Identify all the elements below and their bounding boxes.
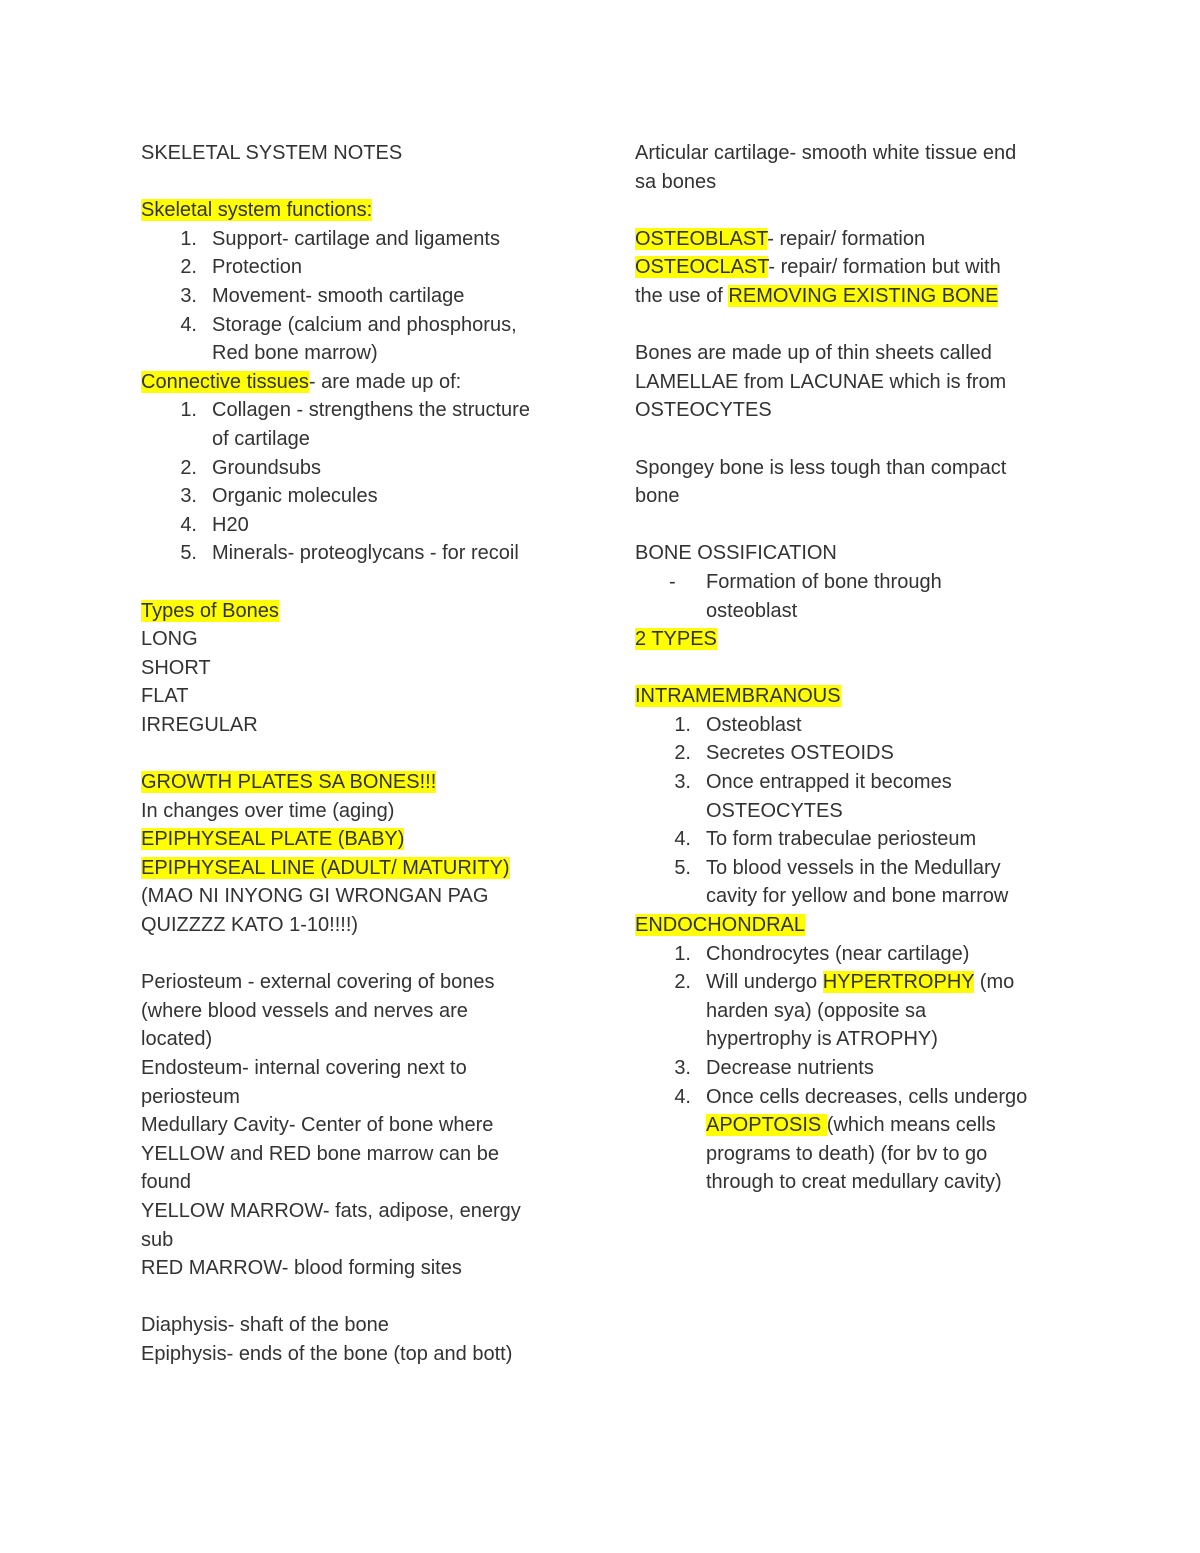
- definition-line: Endosteum- internal covering next to: [141, 1057, 467, 1079]
- functions-heading: Skeletal system functions:: [141, 199, 373, 222]
- page-title: SKELETAL SYSTEM NOTES: [141, 142, 403, 164]
- spongey-line: bone: [635, 485, 680, 508]
- list-item: 1. Collagen - strengthens the structure of cartilage: [180, 399, 530, 450]
- list-item: 1. Chondrocytes (near cartilage): [674, 942, 970, 965]
- endochondral-heading: ENDOCHONDRAL: [635, 914, 806, 937]
- osteoclast-use-line: the use of REMOVING EXISTING BONE: [635, 284, 999, 307]
- list-item: 5. To blood vessels in the Medullary cavity for yellow and bone marrow: [674, 856, 1009, 908]
- definition-line: Periosteum - external covering of bones: [141, 971, 495, 994]
- connective-heading: Connective tissues: [141, 370, 309, 393]
- lamellae-line: Bones are made up of thin sheets called: [635, 342, 992, 365]
- list-item: 1. Support- cartilage and ligaments: [180, 227, 500, 250]
- intramembranous-list: [635, 711, 1085, 911]
- bone-type: LONG: [141, 628, 198, 651]
- plate-baby: EPIPHYSEAL PLATE (BABY): [141, 828, 405, 851]
- lamellae-line: LAMELLAE from LACUNAE which is from: [635, 370, 1007, 393]
- articular-line: Articular cartilage- smooth white tissue end: [635, 142, 1017, 164]
- quiz-note: (MAO NI INYONG GI WRONGAN PAG: [141, 885, 489, 908]
- bone-type: SHORT: [141, 656, 211, 679]
- definition-line: periosteum: [141, 1085, 240, 1108]
- lamellae-line: OSTEOCYTES: [635, 399, 772, 422]
- definition-line: RED MARROW- blood forming sites: [141, 1257, 462, 1280]
- quiz-note: QUIZZZZ KATO 1-10!!!!): [141, 914, 359, 937]
- ossification-list: [635, 568, 1085, 625]
- connective-line: Connective tissues- are made up of:: [141, 370, 462, 393]
- list-item: 3. Movement- smooth cartilage: [180, 284, 465, 307]
- list-item: 4. To form trabeculae periosteum: [674, 828, 977, 851]
- growth-sub: In changes over time (aging): [141, 799, 395, 822]
- articular-line: sa bones: [635, 170, 717, 193]
- list-item: 2. Protection: [180, 256, 303, 279]
- bone-type: IRREGULAR: [141, 713, 258, 736]
- list-item: 2. Will undergo HYPERTROPHY (mo harden sya) (opposite sa hypertrophy is ATROPHY): [674, 971, 1015, 1051]
- right-column: [635, 139, 1085, 1197]
- growth-heading: GROWTH PLATES SA BONES!!!: [141, 771, 437, 794]
- bone-type: FLAT: [141, 685, 189, 708]
- types-heading: Types of Bones: [141, 599, 279, 622]
- functions-list: [141, 225, 581, 368]
- epiphysis-line: Epiphysis- ends of the bone (top and bott): [141, 1342, 513, 1365]
- line-adult: EPIPHYSEAL LINE (ADULT/ MATURITY): [141, 856, 510, 879]
- list-item: 3. Once entrapped it becomes OSTEOCYTES: [674, 771, 952, 822]
- list-item: 4. Storage (calcium and phosphorus, Red bone marrow): [180, 313, 517, 365]
- definition-line: YELLOW MARROW- fats, adipose, energy: [141, 1199, 521, 1222]
- definition-line: YELLOW and RED bone marrow can be: [141, 1142, 499, 1165]
- ossification-heading: BONE OSSIFICATION: [635, 542, 837, 565]
- list-item: 5. Minerals- proteoglycans - for recoil: [180, 542, 519, 565]
- osteoblast-line: OSTEOBLAST- repair/ formation: [635, 227, 926, 250]
- osteoclast-line: OSTEOCLAST- repair/ formation but with: [635, 256, 1001, 279]
- definition-line: found: [141, 1171, 192, 1194]
- two-types: 2 TYPES: [635, 628, 717, 651]
- list-item: 4. Once cells decreases, cells undergo APOPTOSIS (which means cells programs to death) (for bv to go through to creat medullary cavity): [674, 1085, 1028, 1194]
- list-item: 2. Secretes OSTEOIDS: [674, 742, 894, 765]
- list-item: 4. H20: [180, 513, 249, 536]
- endochondral-list: [635, 940, 1085, 1197]
- list-item: 1. Osteoblast: [674, 713, 802, 736]
- connective-list: [141, 396, 581, 568]
- definition-line: Medullary Cavity- Center of bone where: [141, 1114, 494, 1137]
- left-column: [141, 139, 581, 1369]
- diaphysis-line: Diaphysis- shaft of the bone: [141, 1314, 389, 1337]
- definition-line: (where blood vessels and nerves are: [141, 999, 468, 1022]
- list-item: 3. Decrease nutrients: [674, 1057, 874, 1079]
- list-item: 3. Organic molecules: [180, 485, 378, 508]
- list-item: - Formation of bone through osteoblast: [669, 570, 942, 622]
- spongey-line: Spongey bone is less tough than compact: [635, 456, 1007, 479]
- definition-line: sub: [141, 1228, 174, 1251]
- intramembranous-heading: INTRAMEMBRANOUS: [635, 685, 841, 708]
- list-item: 2. Groundsubs: [180, 456, 321, 479]
- definition-line: located): [141, 1028, 213, 1051]
